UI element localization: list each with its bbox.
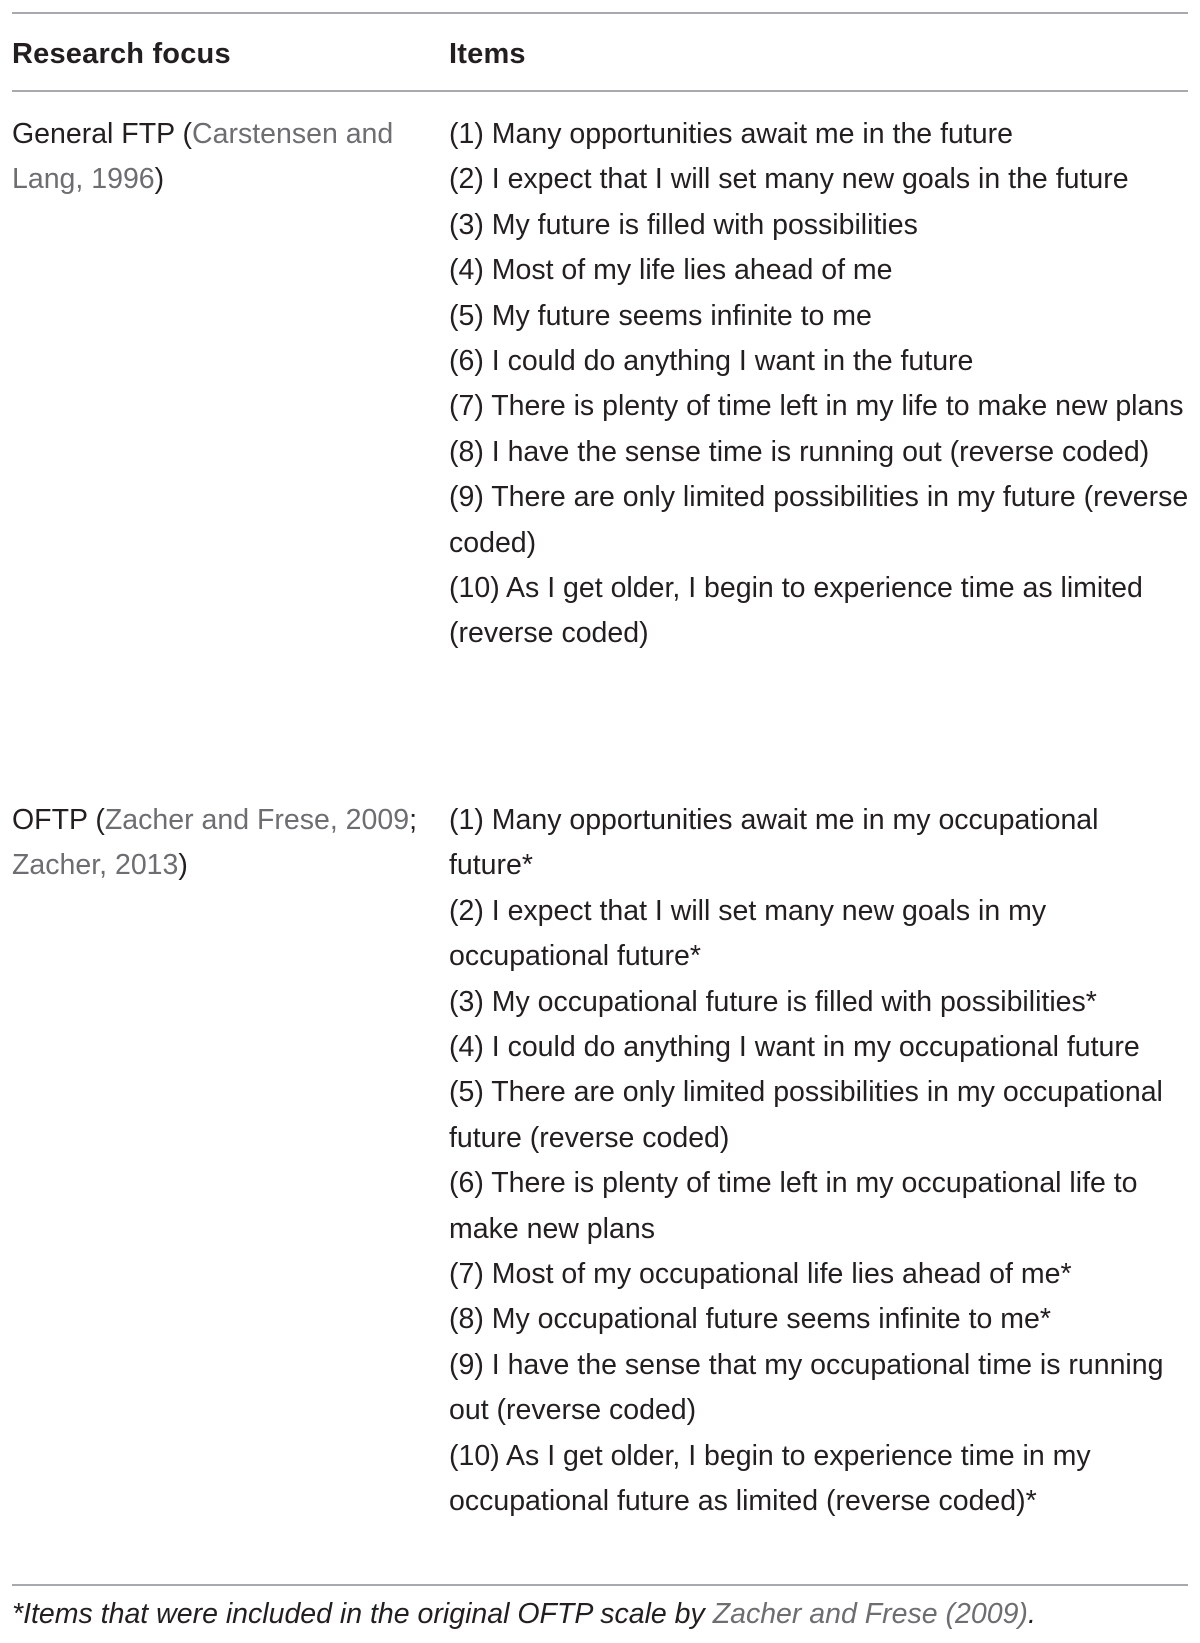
list-item: (4) I could do anything I want in my occupational future: [449, 1031, 1140, 1064]
focus-close: ): [154, 163, 165, 196]
items-cell: [449, 798, 1189, 1525]
list-item: (7) There is plenty of time left in my life to make new plans: [449, 390, 1184, 423]
list-item: (5) There are only limited possibilities in my occupational future (reverse coded): [449, 1076, 1163, 1154]
bottom-rule: [12, 1584, 1188, 1586]
citation-link[interactable]: Zacher and Frese (2009): [712, 1598, 1028, 1630]
list-item: (6) I could do anything I want in the future: [449, 345, 974, 378]
citation-link[interactable]: Carstensen and Lang, 1996: [12, 118, 394, 196]
citation-link[interactable]: Zacher and Frese, 2009: [104, 804, 410, 836]
header-items: Items: [449, 38, 526, 70]
citation-separator: ;: [409, 804, 417, 836]
list-item: (5) My future seems infinite to me: [449, 299, 872, 332]
list-item: (8) I have the sense time is running out (reverse coded): [449, 435, 1150, 468]
list-item: (4) Most of my life lies ahead of me: [449, 254, 893, 287]
list-item: (7) Most of my occupational life lies ahead of me*: [449, 1258, 1072, 1291]
focus-label: General FTP (: [12, 118, 193, 150]
focus-label: OFTP (: [12, 804, 105, 836]
list-item: (9) I have the sense that my occupational time is running out (reverse coded): [449, 1348, 1164, 1427]
list-item: (1) Many opportunities await me in the future: [449, 118, 1013, 150]
footnote-text: *Items that were included in the original OFTP scale by: [12, 1598, 713, 1630]
header-research-focus: Research focus: [12, 38, 231, 70]
footnote-end: .: [1027, 1598, 1036, 1630]
header-rule: [12, 90, 1188, 92]
research-focus-cell: [12, 798, 422, 889]
list-item: (3) My future is filled with possibilities: [449, 208, 918, 241]
top-rule: [12, 12, 1188, 14]
list-item: (2) I expect that I will set many new goals in the future: [449, 163, 1129, 196]
list-item: (3) My occupational future is filled with possibilities*: [449, 985, 1097, 1018]
research-focus-cell: [12, 112, 422, 203]
table-footnote: [12, 1594, 1188, 1634]
list-item: (8) My occupational future seems infinite to me*: [449, 1303, 1051, 1336]
items-cell: [449, 112, 1189, 657]
list-item: (6) There is plenty of time left in my occupational life to make new plans: [449, 1167, 1138, 1245]
list-item: (1) Many opportunities await me in my occupational future*: [449, 804, 1099, 882]
focus-close: ): [178, 849, 188, 882]
list-item: (10) As I get older, I begin to experience time as limited (reverse coded): [449, 572, 1143, 650]
list-item: (2) I expect that I will set many new goals in my occupational future*: [449, 894, 1047, 973]
list-item: (9) There are only limited possibilities in my future (reverse coded): [449, 481, 1189, 559]
citation-link[interactable]: Zacher, 2013: [12, 849, 179, 882]
list-item: (10) As I get older, I begin to experience time in my occupational future as limited (reverse coded)*: [449, 1439, 1091, 1518]
